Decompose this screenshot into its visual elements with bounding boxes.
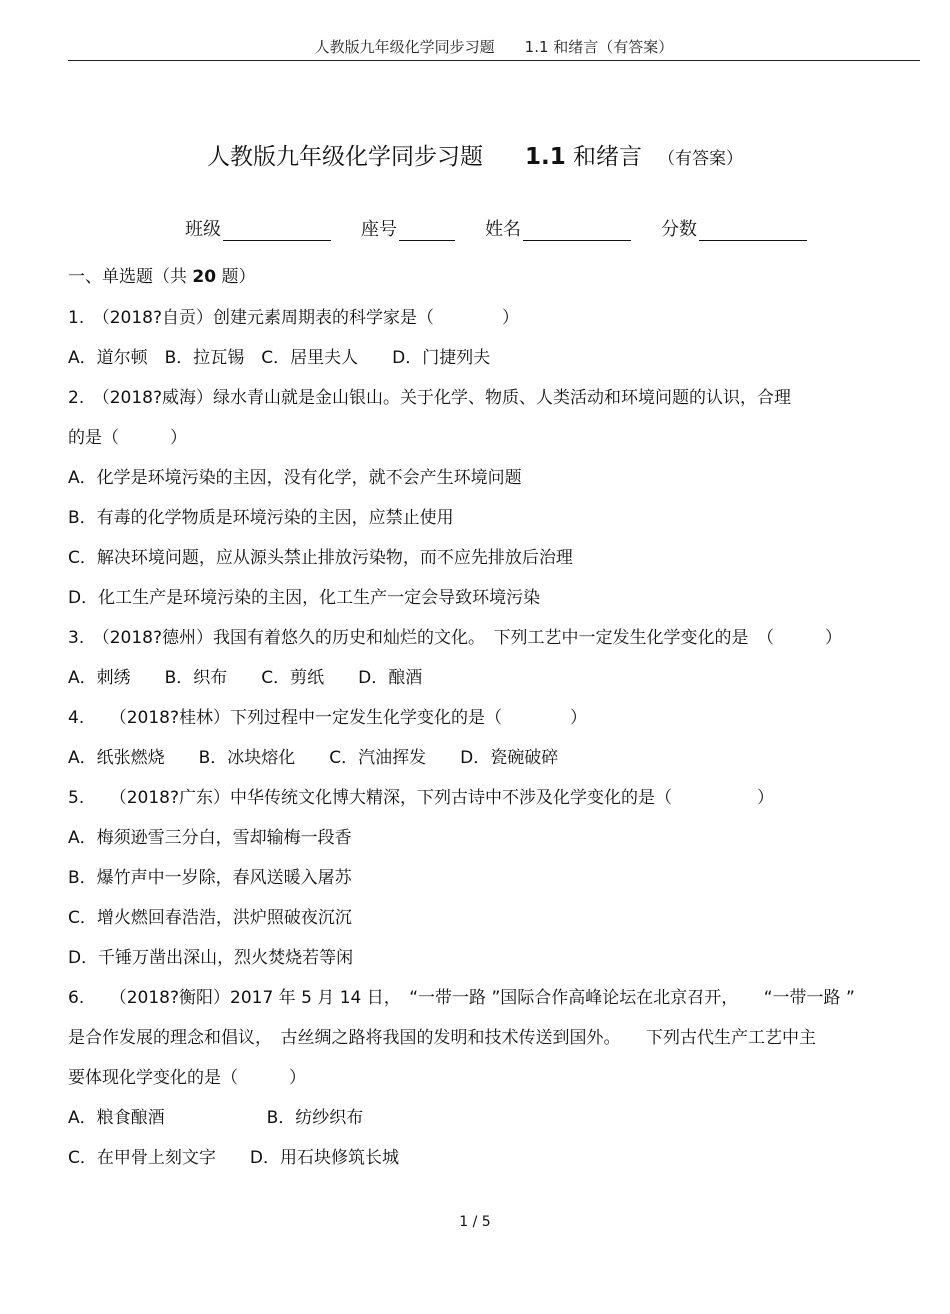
- q2-option-d: D．化工生产是环境污染的主因，化工生产一定会导致环境污染: [68, 588, 541, 608]
- class-label: 班级: [185, 219, 221, 240]
- name-label: 姓名: [485, 219, 521, 240]
- name-field[interactable]: [485, 215, 631, 241]
- q6-stem-cont: 是合作发展的理念和倡议， 古丝绸之路将我国的发明和技术传送到国外。 下列古代生产工艺中主: [68, 1028, 816, 1048]
- q5-option-c: C．增火燃回春浩浩，洪炉照破夜沉沉: [68, 908, 352, 928]
- class-blank[interactable]: [223, 222, 331, 241]
- q2-stem: 2. （2018?威海）绿水青山就是金山银山。关于化学、物质、人类活动和环境问题的认识，合理: [68, 388, 792, 408]
- q4-options: A．纸张燃烧 B．冰块熔化 C．汽油挥发 D．瓷碗破碎: [68, 748, 559, 768]
- title-topic: 和绪言: [573, 144, 643, 170]
- running-header: 人教版九年级化学同步习题 1.1 和绪言（有答案）: [68, 36, 920, 61]
- q6-options-ab: A．粮食酿酒 B．纺纱织布: [68, 1108, 364, 1128]
- q1-stem: 1. （2018?自贡）创建元素周期表的科学家是（ ）: [68, 308, 520, 328]
- page-title: [0, 138, 950, 171]
- q6-options-cd: C．在甲骨上刻文字 D．用石块修筑长城: [68, 1148, 399, 1168]
- section-heading: 一、单选题（共 20 题）: [68, 267, 256, 287]
- q5-option-a: A．梅须逊雪三分白，雪却输梅一段香: [68, 828, 352, 848]
- q5-option-b: B．爆竹声中一岁除，春风送暖入屠苏: [68, 868, 352, 888]
- seat-blank[interactable]: [399, 222, 455, 241]
- class-field[interactable]: [185, 215, 331, 241]
- q6-stem: 6. （2018?衡阳）2017 年 5 月 14 日， “一带一路 ”国际合作高峰论坛在北京召开， “一带一路 ”: [68, 988, 855, 1008]
- q3-options: A．刺绣 B．织布 C．剪纸 D．酿酒: [68, 668, 423, 688]
- q4-stem: 4. （2018?桂林）下列过程中一定发生化学变化的是（ ）: [68, 708, 588, 728]
- title-number: 1.1: [524, 144, 566, 170]
- q3-stem: 3. （2018?德州）我国有着悠久的历史和灿烂的文化。 下列工艺中一定发生化学变化的是 （ ）: [68, 628, 843, 648]
- q1-options: A．道尔顿 B．拉瓦锡 C．居里夫人 D．门捷列夫: [68, 348, 491, 368]
- title-main: 人教版九年级化学同步习题: [206, 144, 483, 170]
- q5-option-d: D．千锤万凿出深山，烈火焚烧若等闲: [68, 948, 354, 968]
- q2-stem-cont: 的是（ ）: [68, 428, 187, 448]
- page-number: 1 / 5: [459, 1214, 491, 1230]
- seat-field[interactable]: [361, 215, 455, 241]
- name-blank[interactable]: [523, 222, 631, 241]
- score-label: 分数: [661, 219, 697, 240]
- seat-label: 座号: [361, 219, 397, 240]
- q5-stem: 5. （2018?广东）中华传统文化博大精深，下列古诗中不涉及化学变化的是（ ）: [68, 788, 775, 808]
- title-tag: （有答案）: [658, 149, 744, 169]
- score-field[interactable]: [661, 215, 807, 241]
- q2-option-a: A．化学是环境污染的主因，没有化学，就不会产生环境问题: [68, 468, 522, 488]
- student-info-fields: [185, 215, 837, 241]
- score-blank[interactable]: [699, 222, 807, 241]
- q2-option-c: C．解决环境问题，应从源头禁止排放污染物，而不应先排放后治理: [68, 548, 573, 568]
- q2-option-b: B．有毒的化学物质是环境污染的主因，应禁止使用: [68, 508, 454, 528]
- q6-stem-end: 要体现化学变化的是（ ）: [68, 1068, 306, 1088]
